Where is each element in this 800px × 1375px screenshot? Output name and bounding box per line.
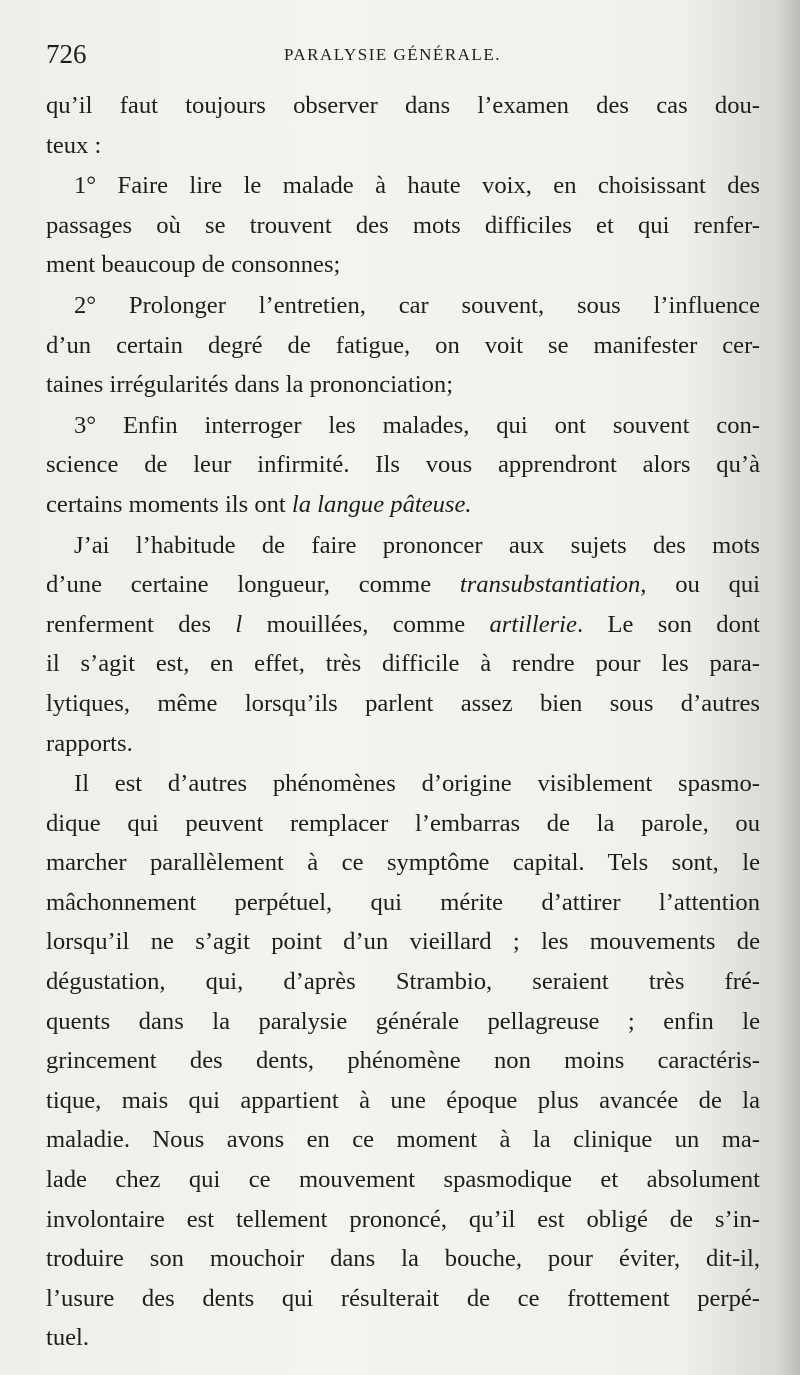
text-line: maladie. Nous avons en ce moment à la clinique un ma- [46,1126,760,1154]
text-line [46,485,760,525]
text-line: lade chez qui ce mouvement spasmodique et absolument [46,1166,760,1194]
text-line: lytiques, même lorsqu’ils parlent assez bien sous d’autres [46,689,760,717]
text-line: lorsqu’il ne s’agit point d’un vieillard ; les mouvements de [46,928,760,956]
text-run: , ou qui [640,571,760,599]
text-line: marcher parallèlement à ce symptôme capital. Tels sont, le [46,849,760,877]
text-line: J’ai l’habitude de faire prononcer aux sujets des mots [74,531,760,559]
text-run: d’une certaine longueur, comme [46,571,460,599]
text-line [46,565,760,605]
text-line: grincement des dents, phénomène non moins caractéris- [46,1047,760,1075]
text-line: 3° Enfin interroger les malades, qui ont souvent con- [74,411,760,439]
text-line: taines irrégularités dans la prononciation; [46,371,454,399]
text-run: certains moments ils ont [46,490,292,518]
page-number: 726 [46,39,87,69]
text-run: . Le son dont [576,610,761,638]
running-head: PARALYSIE GÉNÉRALE. [284,45,501,64]
text-line: 2° Prolonger l’entretien, car souvent, sous l’influence [74,291,760,319]
italic-word: transubstantiation [459,571,641,599]
paragraph-2 [46,166,760,285]
page-header [46,36,764,76]
text-line: d’un certain degré de fatigue, on voit se manifester cer- [46,331,760,359]
paragraph-5 [46,526,760,764]
text-run: mouillées, comme [242,610,490,638]
italic-word: artillerie [489,610,577,638]
text-line: rapports. [46,729,133,757]
text-line: teux : [46,131,102,159]
paragraph-1 [46,86,760,165]
text-line: qu’il faut toujours observer dans l’examen des cas dou- [46,92,760,119]
text-run: renferment des [46,610,236,638]
text-line: Il est d’autres phénomènes d’origine visiblement spasmo- [74,770,760,798]
text-line: ment beaucoup de consonnes; [46,251,341,279]
text-line: il s’agit est, en effet, très difficile à rendre pour les para- [46,650,760,678]
body-text [46,86,760,1358]
paragraph-4 [46,406,760,525]
italic-phrase: la langue pâteuse. [291,490,472,518]
paragraph-6 [46,764,760,1358]
text-line: mâchonnement perpétuel, qui mérite d’attirer l’attention [46,888,760,916]
text-line: passages où se trouvent des mots difficiles et qui renfer- [46,211,760,239]
text-line: quents dans la paralysie générale pellagreuse ; enfin le [46,1007,760,1035]
text-line: troduire son mouchoir dans la bouche, pour éviter, dit-il, [46,1245,760,1273]
text-line: 1° Faire lire le malade à haute voix, en choisissant des [74,172,760,200]
text-line: involontaire est tellement prononcé, qu’il est obligé de s’in- [46,1205,760,1233]
text-line: dique qui peuvent remplacer l’embarras de la parole, ou [46,809,760,837]
italic-letter: l [235,610,243,638]
text-line: science de leur infirmité. Ils vous apprendront alors qu’à [46,451,760,479]
text-line: tique, mais qui appartient à une époque plus avancée de la [46,1086,760,1114]
text-line: l’usure des dents qui résulterait de ce frottement perpé- [46,1284,760,1312]
text-line [46,605,760,645]
text-line: dégustation, qui, d’après Strambio, seraient très fré- [46,968,760,996]
paragraph-3 [46,286,760,405]
text-line: tuel. [46,1324,90,1352]
